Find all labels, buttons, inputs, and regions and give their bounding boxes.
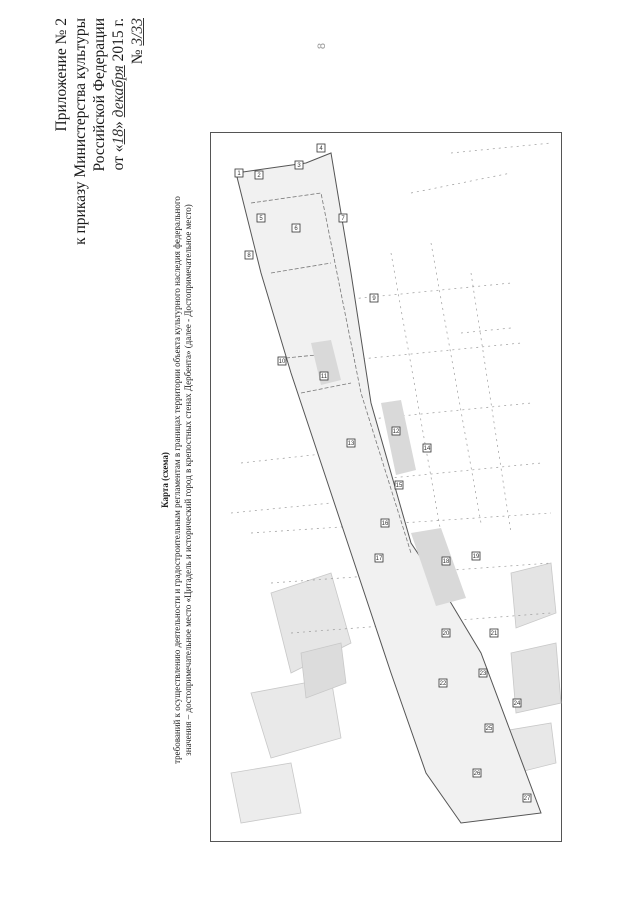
zone-marker: [513, 699, 521, 707]
zone-marker-label: 9: [372, 296, 376, 302]
handwritten-day: 18: [110, 128, 127, 145]
zone-marker: [245, 251, 253, 259]
zone-marker: [295, 161, 303, 169]
zone-marker-label: 25: [485, 726, 493, 732]
zone-marker-label: 17: [375, 556, 383, 562]
zone-marker: [423, 444, 431, 452]
zone-marker: [381, 519, 389, 527]
appendix-number: № 3/33: [129, 18, 146, 65]
zone-marker: [473, 769, 481, 777]
zone-marker: [392, 427, 400, 435]
zone-marker-label: 21: [490, 631, 498, 637]
zone-marker-label: 24: [513, 701, 521, 707]
zone-marker-label: 13: [347, 441, 355, 447]
map-scheme: [210, 132, 562, 842]
zone-marker: [292, 224, 300, 232]
zone-marker: [278, 357, 286, 365]
zone-marker: [485, 724, 493, 732]
zone-marker-label: 7: [341, 216, 345, 222]
zone-marker-label: 18: [442, 559, 450, 565]
zone-marker: [490, 629, 498, 637]
zone-marker: [472, 552, 480, 560]
zone-marker-label: 10: [278, 359, 286, 365]
zone-marker-label: 19: [472, 554, 480, 560]
zone-marker: [523, 794, 531, 802]
zone-marker: [375, 554, 383, 562]
zone-marker: [257, 214, 265, 222]
zone-marker: [439, 679, 447, 687]
map-caption-line-2: значения – достопримечательное место «Цитадель и исторический город в крепостных стенах Дербента» (далее - Достопримечательное место): [183, 204, 193, 756]
zone-marker: [395, 481, 403, 489]
map-title: Карта (схема): [160, 452, 170, 508]
handwritten-month: декабря: [110, 65, 127, 118]
handwritten-number: 3/33: [129, 18, 146, 46]
zone-marker-label: 2: [257, 173, 261, 179]
zone-marker-label: 20: [442, 631, 450, 637]
zone-marker: [479, 669, 487, 677]
zone-marker-label: 12: [392, 429, 400, 435]
zone-marker-label: 8: [247, 253, 251, 259]
zone-marker-label: 4: [319, 146, 323, 152]
zone-marker-label: 15: [395, 483, 403, 489]
appendix-header: [52, 18, 162, 348]
zone-marker: [442, 557, 450, 565]
zone-marker-label: 16: [381, 521, 389, 527]
zone-marker-label: 23: [479, 671, 487, 677]
zone-marker-label: 3: [297, 163, 301, 169]
zone-marker-label: 14: [423, 446, 431, 452]
map-caption-line-1: требований к осуществлению деятельности и градостроительным регламентам в границах территории объекта культурного наследия федерального: [171, 196, 182, 764]
zone-marker-label: 1: [237, 171, 241, 177]
appendix-date: от «18» декабря 2015 г.: [110, 18, 127, 171]
zone-marker: [235, 169, 243, 177]
zone-marker: [370, 294, 378, 302]
zone-marker: [339, 214, 347, 222]
zone-marker-label: 27: [523, 796, 531, 802]
zone-marker: [442, 629, 450, 637]
zone-marker-label: 11: [320, 374, 328, 380]
appendix-country: Российской Федерации: [91, 18, 108, 172]
page-number: 8: [316, 42, 329, 50]
zone-marker: [255, 171, 263, 179]
zone-marker: [347, 439, 355, 447]
zone-marker-label: 5: [259, 216, 263, 222]
zone-marker-label: 6: [294, 226, 298, 232]
zone-marker-label: 26: [473, 771, 481, 777]
zone-marker-label: 22: [439, 681, 447, 687]
map-drawing: [211, 133, 563, 843]
zone-marker: [320, 372, 328, 380]
appendix-order-ref: к приказу Министерства культуры: [72, 18, 89, 245]
appendix-title: Приложение № 2: [53, 18, 70, 132]
zone-marker: [317, 144, 325, 152]
